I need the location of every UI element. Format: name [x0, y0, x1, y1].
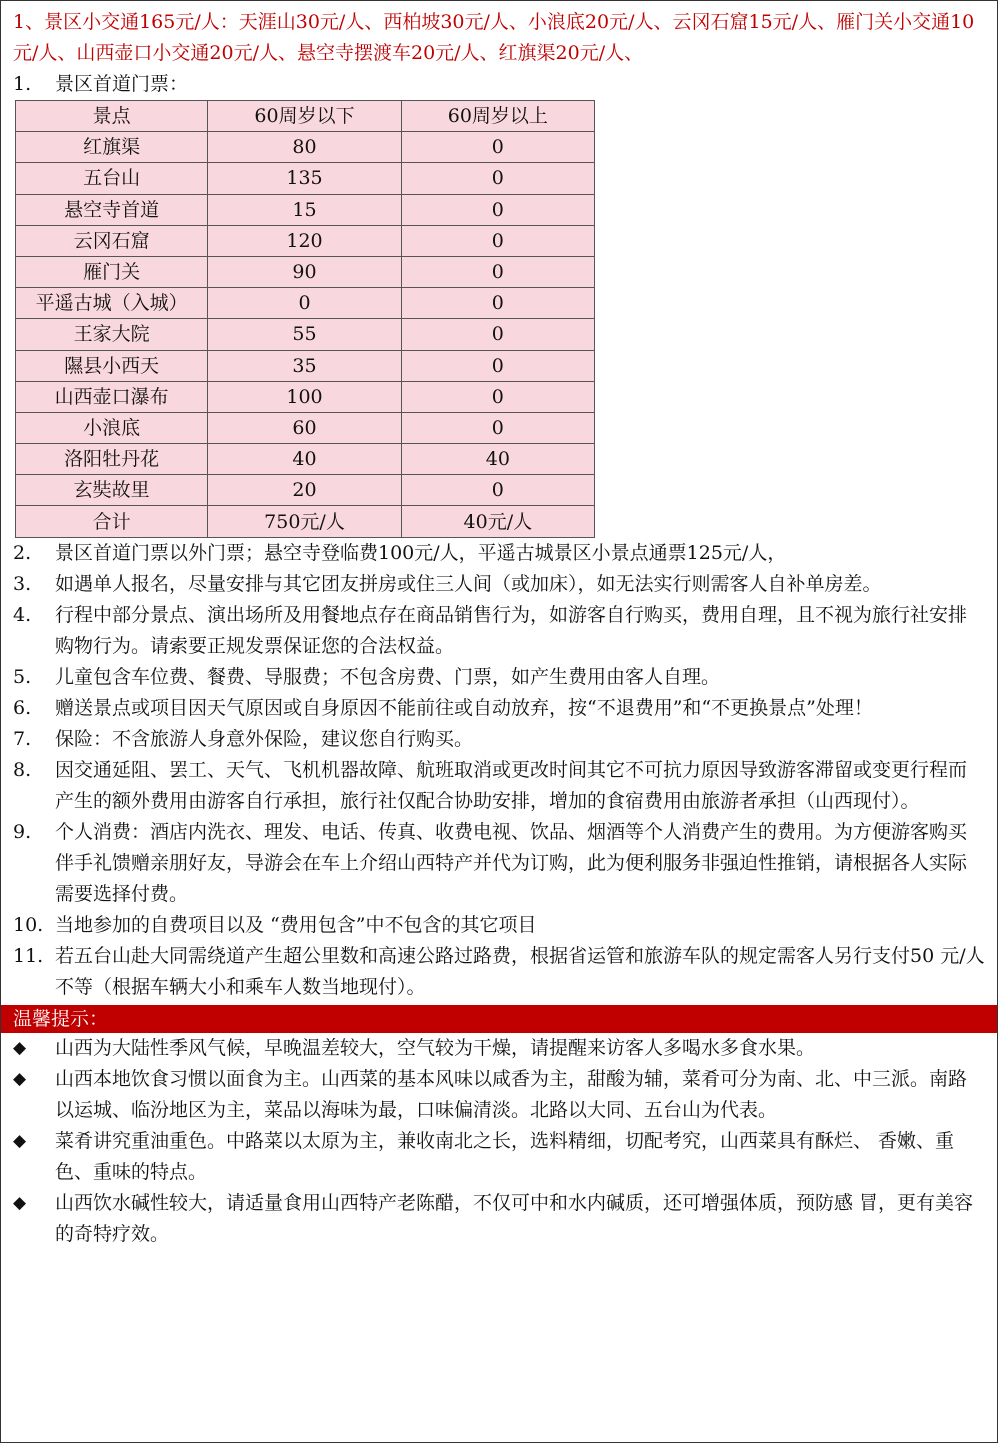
list-item — [13, 538, 985, 569]
list-item — [13, 910, 985, 941]
cell-under-60: 120 — [208, 225, 401, 256]
list-item — [13, 600, 985, 662]
cell-over-60: 0 — [401, 381, 594, 412]
table-row — [16, 225, 595, 256]
item-text: 行程中部分景点、演出场所及用餐地点存在商品销售行为，如游客自行购买，费用自理，且不视为旅行社安排购物行为。请索要正规发票保证您的合法权益。 — [55, 603, 968, 657]
tip-item — [1, 1188, 997, 1250]
list-item — [13, 724, 985, 755]
cell-under-60: 90 — [208, 256, 401, 287]
table-row — [16, 381, 595, 412]
tip-item — [1, 1033, 997, 1064]
item-number: 11. — [13, 944, 44, 967]
item-number: 5. — [13, 665, 32, 688]
item-number: 1. — [13, 73, 32, 95]
tip-item — [1, 1126, 997, 1188]
item-number: 10. — [13, 913, 44, 936]
header-over-60: 60周岁以上 — [401, 101, 594, 132]
ticket-price-table — [15, 100, 595, 538]
cell-spot: 五台山 — [16, 163, 208, 194]
total-over-60: 40元/人 — [401, 506, 594, 537]
diamond-bullet-icon: ◆ — [13, 1130, 27, 1151]
tip-item — [1, 1064, 997, 1126]
cell-under-60: 20 — [208, 475, 401, 506]
table-row — [16, 444, 595, 475]
cell-under-60: 0 — [208, 288, 401, 319]
item-text: 如遇单人报名，尽量安排与其它团友拼房或住三人间（或加床），如无法实行则需客人自补单房差。 — [55, 572, 882, 595]
notes-list — [1, 538, 997, 1003]
item-number: 7. — [13, 727, 32, 750]
cell-over-60: 0 — [401, 225, 594, 256]
item-text: 景区首道门票： — [55, 73, 189, 95]
cell-spot: 悬空寺首道 — [16, 194, 208, 225]
cell-spot: 云冈石窟 — [16, 225, 208, 256]
item-text: 因交通延阻、罢工、天气、飞机机器故障、航班取消或更改时间其它不可抗力原因导致游客滞留或变更行程而产生的额外费用由游客自行承担，旅行社仅配合协助安排，增加的食宿费用由旅游者承担（山西现付）。 — [55, 758, 968, 812]
item-number: 8. — [13, 758, 32, 781]
cell-under-60: 35 — [208, 350, 401, 381]
item-text: 保险：不含旅游人身意外保险，建议您自行购买。 — [55, 727, 474, 750]
total-label: 合计 — [16, 506, 208, 537]
list-item — [13, 662, 985, 693]
diamond-bullet-icon: ◆ — [13, 1068, 27, 1089]
cell-under-60: 40 — [208, 444, 401, 475]
cell-over-60: 0 — [401, 288, 594, 319]
item-text: 个人消费：酒店内洗衣、理发、电话、传真、收费电视、饮品、烟酒等个人消费产生的费用。为方便游客购买伴手礼馈赠亲朋好友，导游会在车上介绍山西特产并代为订购，此为便利服务非强迫性推销，请根据各人实际需要选择付费。 — [55, 820, 968, 905]
table-row — [16, 132, 595, 163]
cell-over-60: 0 — [401, 319, 594, 350]
tips-list — [1, 1033, 997, 1250]
cell-over-60: 0 — [401, 132, 594, 163]
item-text: 若五台山赴大同需绕道产生超公里数和高速公路过路费，根据省运管和旅游车队的规定需客人另行支付50 元/人不等（根据车辆大小和乘车人数当地现付）。 — [55, 944, 985, 998]
table-row — [16, 350, 595, 381]
cell-over-60: 0 — [401, 163, 594, 194]
cell-spot: 雁门关 — [16, 256, 208, 287]
item-number: 4. — [13, 603, 32, 626]
item-number: 9. — [13, 820, 32, 843]
cell-spot: 小浪底 — [16, 412, 208, 443]
item-number: 6. — [13, 696, 32, 719]
transport-fee-paragraph: 1、景区小交通165元/人：天涯山30元/人、西柏坡30元/人、小浪底20元/人、云冈石窟15元/人、雁门关小交通10元/人、山西壶口小交通20元/人、悬空寺摆渡车20元/人、红旗渠20元/人、 — [13, 11, 975, 64]
cell-over-60: 0 — [401, 194, 594, 225]
cell-over-60: 0 — [401, 475, 594, 506]
list-item — [13, 693, 985, 724]
list-item — [13, 817, 985, 910]
cell-spot: 隰县小西天 — [16, 350, 208, 381]
item-1 — [13, 69, 985, 100]
cell-under-60: 135 — [208, 163, 401, 194]
header-under-60: 60周岁以下 — [208, 101, 401, 132]
cell-over-60: 0 — [401, 256, 594, 287]
cell-over-60: 0 — [401, 412, 594, 443]
table-row — [16, 256, 595, 287]
tip-text: 山西为大陆性季风气候，早晚温差较大，空气较为干燥，请提醒来访客人多喝水多食水果。 — [55, 1036, 816, 1059]
tip-text: 菜肴讲究重油重色。中路菜以太原为主，兼收南北之长，选料精细，切配考究，山西菜具有酥烂、 香嫩、重色、重味的特点。 — [55, 1129, 955, 1183]
item-text: 赠送景点或项目因天气原因或自身原因不能前往或自动放弃，按“不退费用”和“不更换景点”处理！ — [55, 696, 873, 719]
cell-under-60: 60 — [208, 412, 401, 443]
cell-under-60: 15 — [208, 194, 401, 225]
cell-under-60: 100 — [208, 381, 401, 412]
list-item — [13, 941, 985, 1003]
list-item — [13, 569, 985, 600]
diamond-bullet-icon: ◆ — [13, 1192, 27, 1213]
table-row — [16, 319, 595, 350]
item-number: 2. — [13, 541, 32, 564]
diamond-bullet-icon: ◆ — [13, 1037, 27, 1058]
cell-under-60: 55 — [208, 319, 401, 350]
table-header-row — [16, 101, 595, 132]
total-under-60: 750元/人 — [208, 506, 401, 537]
cell-over-60: 0 — [401, 350, 594, 381]
table-row — [16, 194, 595, 225]
table-total-row — [16, 506, 595, 537]
tip-text: 山西本地饮食习惯以面食为主。山西菜的基本风味以咸香为主，甜酸为辅，菜肴可分为南、北、中三派。南路以运城、临汾地区为主，菜品以海味为最，口味偏清淡。北路以大同、五台山为代表。 — [55, 1067, 968, 1121]
tips-heading: 温馨提示： — [1, 1005, 997, 1033]
tip-text: 山西饮水碱性较大，请适量食用山西特产老陈醋，不仅可中和水内碱质，还可增强体质，预防感 冒，更有美容的奇特疗效。 — [55, 1191, 974, 1245]
cell-spot: 平遥古城（入城） — [16, 288, 208, 319]
item-text: 儿童包含车位费、餐费、导服费；不包含房费、门票，如产生费用由客人自理。 — [55, 665, 721, 688]
item-text: 景区首道门票以外门票；悬空寺登临费100元/人，平遥古城景区小景点通票125元/人， — [55, 541, 787, 564]
item-text: 当地参加的自费项目以及 “费用包含”中不包含的其它项目 — [55, 913, 537, 936]
table-row — [16, 475, 595, 506]
item-number: 3. — [13, 572, 32, 595]
table-row — [16, 288, 595, 319]
cell-spot: 王家大院 — [16, 319, 208, 350]
cell-spot: 玄奘故里 — [16, 475, 208, 506]
cell-spot: 洛阳牡丹花 — [16, 444, 208, 475]
table-row — [16, 163, 595, 194]
cell-spot: 山西壶口瀑布 — [16, 381, 208, 412]
header-spot: 景点 — [16, 101, 208, 132]
cell-spot: 红旗渠 — [16, 132, 208, 163]
cell-over-60: 40 — [401, 444, 594, 475]
table-row — [16, 412, 595, 443]
cell-under-60: 80 — [208, 132, 401, 163]
list-item — [13, 755, 985, 817]
